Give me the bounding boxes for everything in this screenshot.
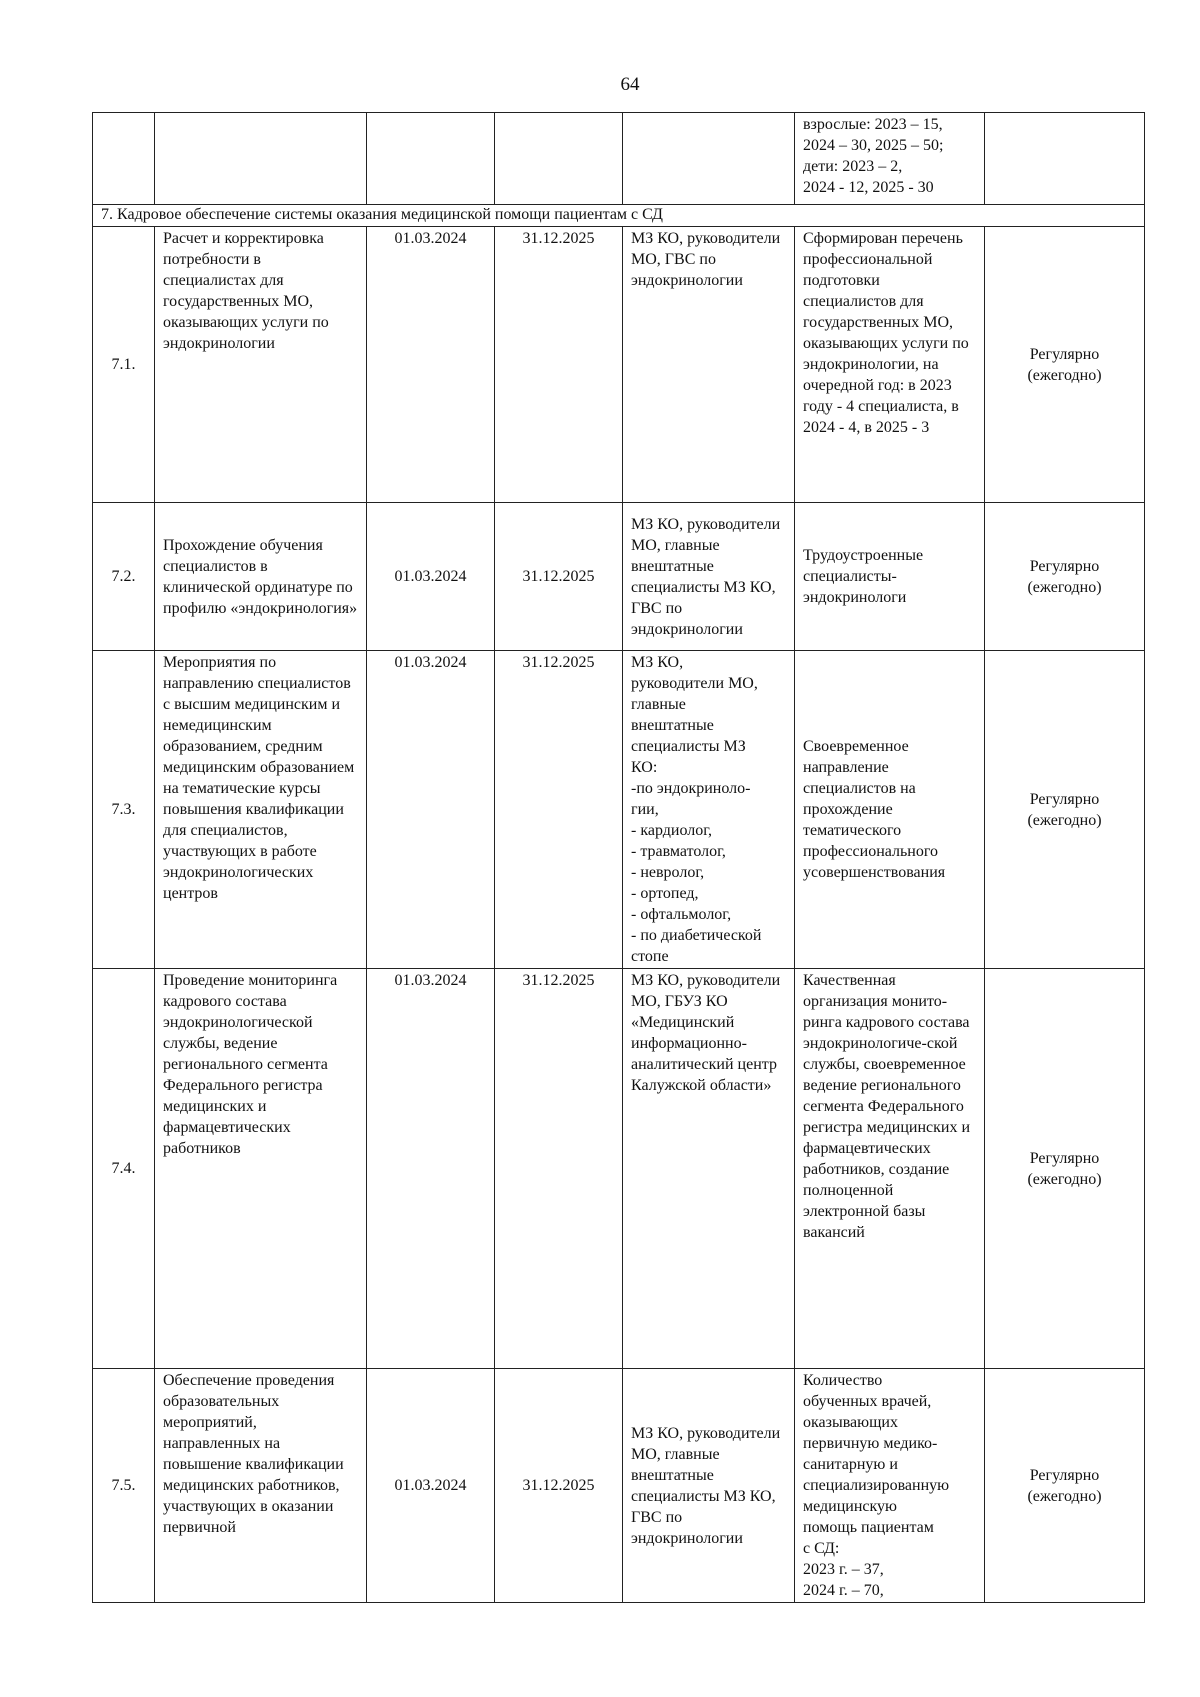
periodicity: Регулярно (ежегодно) bbox=[985, 503, 1145, 651]
page-number: 64 bbox=[620, 74, 640, 95]
name-cell bbox=[155, 113, 367, 205]
periodicity: Регулярно (ежегодно) bbox=[985, 1369, 1145, 1603]
expected-result: Сформирован перечень профессиональной подготовки специалистов для государственных МО, оказывающих услуги по эндокринологии, на очередной год: в 2023 году - 4 специалиста, в 2024 - 4, в 2025 - 3 bbox=[795, 227, 985, 503]
table-row bbox=[93, 969, 1145, 1369]
action-plan-table bbox=[92, 112, 1145, 1603]
periodicity: Регулярно (ежегодно) bbox=[985, 227, 1145, 503]
periodicity: Регулярно (ежегодно) bbox=[985, 969, 1145, 1369]
executors: МЗ КО, руководители МО, главные внештатные специалисты МЗ КО, ГВС по эндокринологии bbox=[623, 503, 795, 651]
table-row-continued bbox=[93, 113, 1145, 205]
start-date: 01.03.2024 bbox=[367, 1369, 495, 1603]
end-date: 31.12.2025 bbox=[495, 1369, 623, 1603]
section-title: 7. Кадровое обеспечение системы оказания медицинской помощи пациентам с СД bbox=[93, 205, 1145, 227]
start-date-cell bbox=[367, 113, 495, 205]
activity-name: Расчет и корректировка потребности в специалистах для государственных МО, оказывающих услуги по эндокринологии bbox=[155, 227, 367, 503]
row-number: 7.5. bbox=[93, 1369, 155, 1603]
expected-result: Трудоустроенные специалисты-эндокринологи bbox=[795, 503, 985, 651]
end-date-cell bbox=[495, 113, 623, 205]
activity-name: Обеспечение проведения образовательных мероприятий, направленных на повышение квалификации медицинских работников, участвующих в оказании первичной bbox=[155, 1369, 367, 1603]
row-number: 7.4. bbox=[93, 969, 155, 1369]
end-date: 31.12.2025 bbox=[495, 969, 623, 1369]
executors: МЗ КО, руководители МО, главные внештатные специалисты МЗ КО: -по эндокриноло- гии, - кардиолог, - травматолог, - невролог, - ортопед, - офтальмолог, - по диабетической стопе bbox=[623, 651, 795, 969]
expected-result: Количество обученных врачей, оказывающих первичную медико- санитарную и специализированную медицинскую помощь пациентам с СД: 2023 г. – 37, 2024 г. – 70, bbox=[795, 1369, 985, 1603]
start-date: 01.03.2024 bbox=[367, 227, 495, 503]
periodicity: Регулярно (ежегодно) bbox=[985, 651, 1145, 969]
table-row bbox=[93, 227, 1145, 503]
section-header-row bbox=[93, 205, 1145, 227]
end-date: 31.12.2025 bbox=[495, 503, 623, 651]
activity-name: Проведение мониторинга кадрового состава эндокринологической службы, ведение регионального сегмента Федерального регистра медицинских и фармацевтических работников bbox=[155, 969, 367, 1369]
expected-result: Качественная организация монито-ринга кадрового состава эндокринологиче-ской службы, своевременное ведение регионального сегмента Федерального регистра медицинских и фармацевтических работников, создание полноценной электронной базы вакансий bbox=[795, 969, 985, 1369]
start-date: 01.03.2024 bbox=[367, 651, 495, 969]
activity-name: Мероприятия по направлению специалистов с высшим медицинским и немедицинским образованием, средним медицинским образованием на тематические курсы повышения квалификации для специалистов, участвующих в работе эндокринологических центров bbox=[155, 651, 367, 969]
row-number: 7.3. bbox=[93, 651, 155, 969]
expected-result: Своевременное направление специалистов на прохождение тематического профессионального усовершенствования bbox=[795, 651, 985, 969]
result-cell: взрослые: 2023 – 15, 2024 – 30, 2025 – 50; дети: 2023 – 2, 2024 - 12, 2025 - 30 bbox=[795, 113, 985, 205]
num-cell bbox=[93, 113, 155, 205]
start-date: 01.03.2024 bbox=[367, 969, 495, 1369]
executors: МЗ КО, руководители МО, главные внештатные специалисты МЗ КО, ГВС по эндокринологии bbox=[623, 1369, 795, 1603]
table-row bbox=[93, 1369, 1145, 1603]
row-number: 7.2. bbox=[93, 503, 155, 651]
activity-name: Прохождение обучения специалистов в клинической ординатуре по профилю «эндокринология» bbox=[155, 503, 367, 651]
end-date: 31.12.2025 bbox=[495, 227, 623, 503]
period-cell bbox=[985, 113, 1145, 205]
row-number: 7.1. bbox=[93, 227, 155, 503]
executors: МЗ КО, руководители МО, ГБУЗ КО «Медицинский информационно-аналитический центр Калужской области» bbox=[623, 969, 795, 1369]
table-row bbox=[93, 503, 1145, 651]
table-row bbox=[93, 651, 1145, 969]
executors: МЗ КО, руководители МО, ГВС по эндокринологии bbox=[623, 227, 795, 503]
end-date: 31.12.2025 bbox=[495, 651, 623, 969]
start-date: 01.03.2024 bbox=[367, 503, 495, 651]
executors-cell bbox=[623, 113, 795, 205]
